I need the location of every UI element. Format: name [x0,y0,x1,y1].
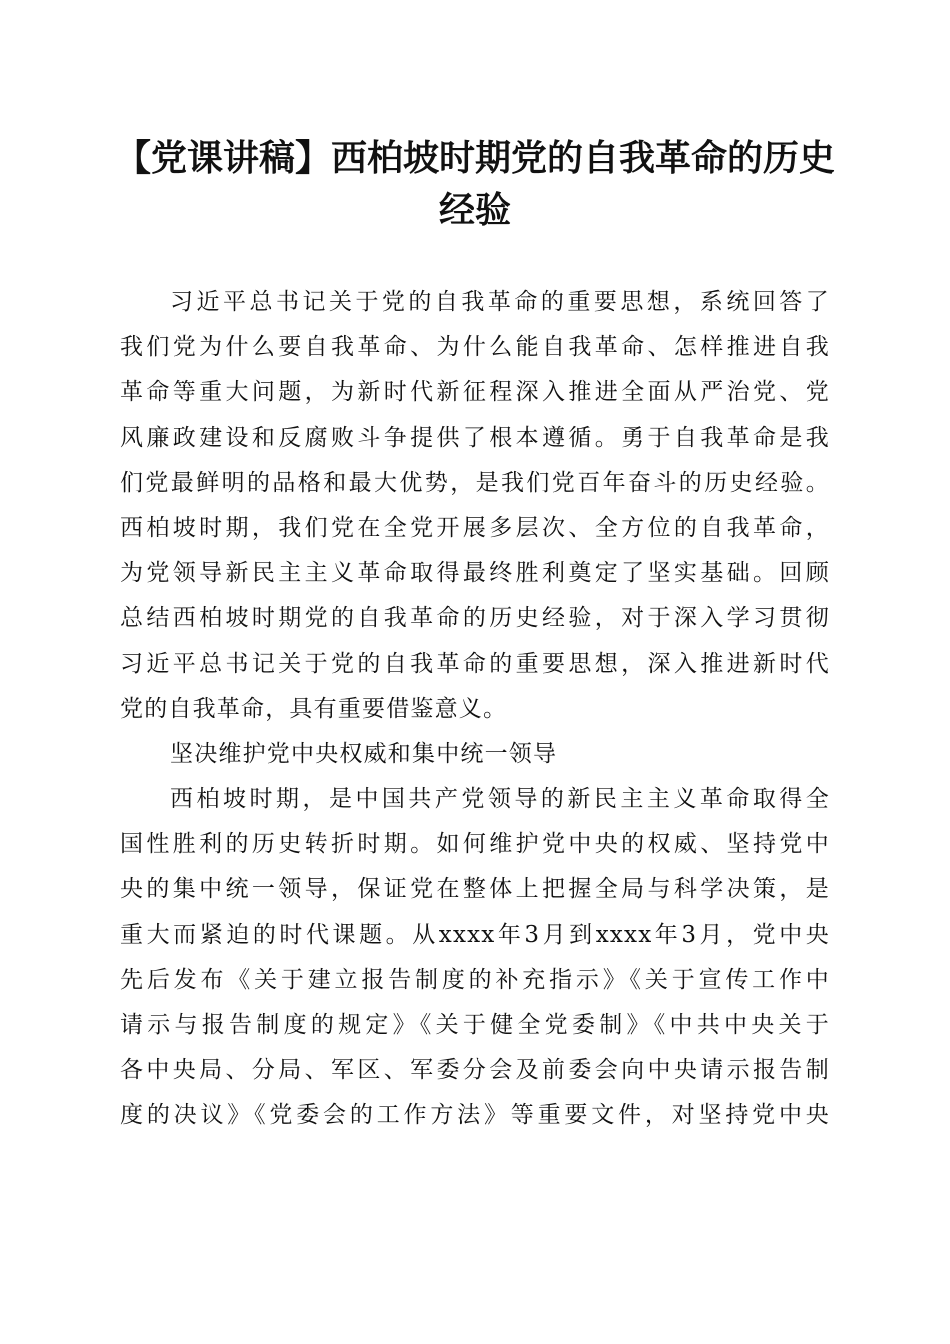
text-line: 先后发布《关于建立报告制度的补充指示》《关于宣传工作中 [120,966,830,993]
text-line: 风廉政建设和反腐败斗争提供了根本遵循。勇于自我革命是我 [120,424,830,451]
paragraph-intro [120,280,830,732]
text-line: 们党最鲜明的品格和最大优势，是我们党百年奋斗的历史经验。 [120,469,830,496]
text-line: 国性胜利的历史转折时期。如何维护党中央的权威、坚持党中 [120,831,830,858]
text-line: 我们党为什么要自我革命、为什么能自我革命、怎样推进自我 [120,334,830,361]
text-line: 为党领导新民主主义革命取得最终胜利奠定了坚实基础。回顾 [120,560,830,587]
text-line: 革命等重大问题，为新时代新征程深入推进全面从严治党、党 [120,379,830,406]
title-line: 【党课讲稿】西柏坡时期党的自我革命的历史 [114,138,835,179]
text-line: 请示与报告制度的规定》《关于健全党委制》《中共中央关于 [120,1012,830,1038]
text-line: 重大而紧迫的时代课题。从xxxx年3月到xxxx年3月，党中央 [120,921,830,948]
text-line: 习近平总书记关于党的自我革命的重要思想，系统回答了 [170,289,830,315]
section-heading-text: 坚决维护党中央权威和集中统一领导 [170,740,558,767]
text-line: 总结西柏坡时期党的自我革命的历史经验，对于深入学习贯彻 [120,605,830,632]
paragraph-section-1 [120,777,830,1139]
text-line: 各中央局、分局、军区、军委分会及前委会向中央请示报告制 [120,1057,830,1084]
text-line: 西柏坡时期，我们党在全党开展多层次、全方位的自我革命， [120,514,830,541]
text-line: 党的自我革命，具有重要借鉴意义。 [120,695,508,722]
text-line: 央的集中统一领导，保证党在整体上把握全局与科学决策，是 [120,876,830,903]
document-body [120,280,830,1139]
text-line: 西柏坡时期，是中国共产党领导的新民主主义革命取得全 [170,786,830,813]
document-title [60,133,890,237]
text-line: 习近平总书记关于党的自我革命的重要思想，深入推进新时代 [120,650,830,677]
title-line: 经验 [438,190,511,231]
section-heading [120,732,830,777]
text-line: 度的决议》《党委会的工作方法》等重要文件，对坚持党中央 [120,1102,830,1129]
